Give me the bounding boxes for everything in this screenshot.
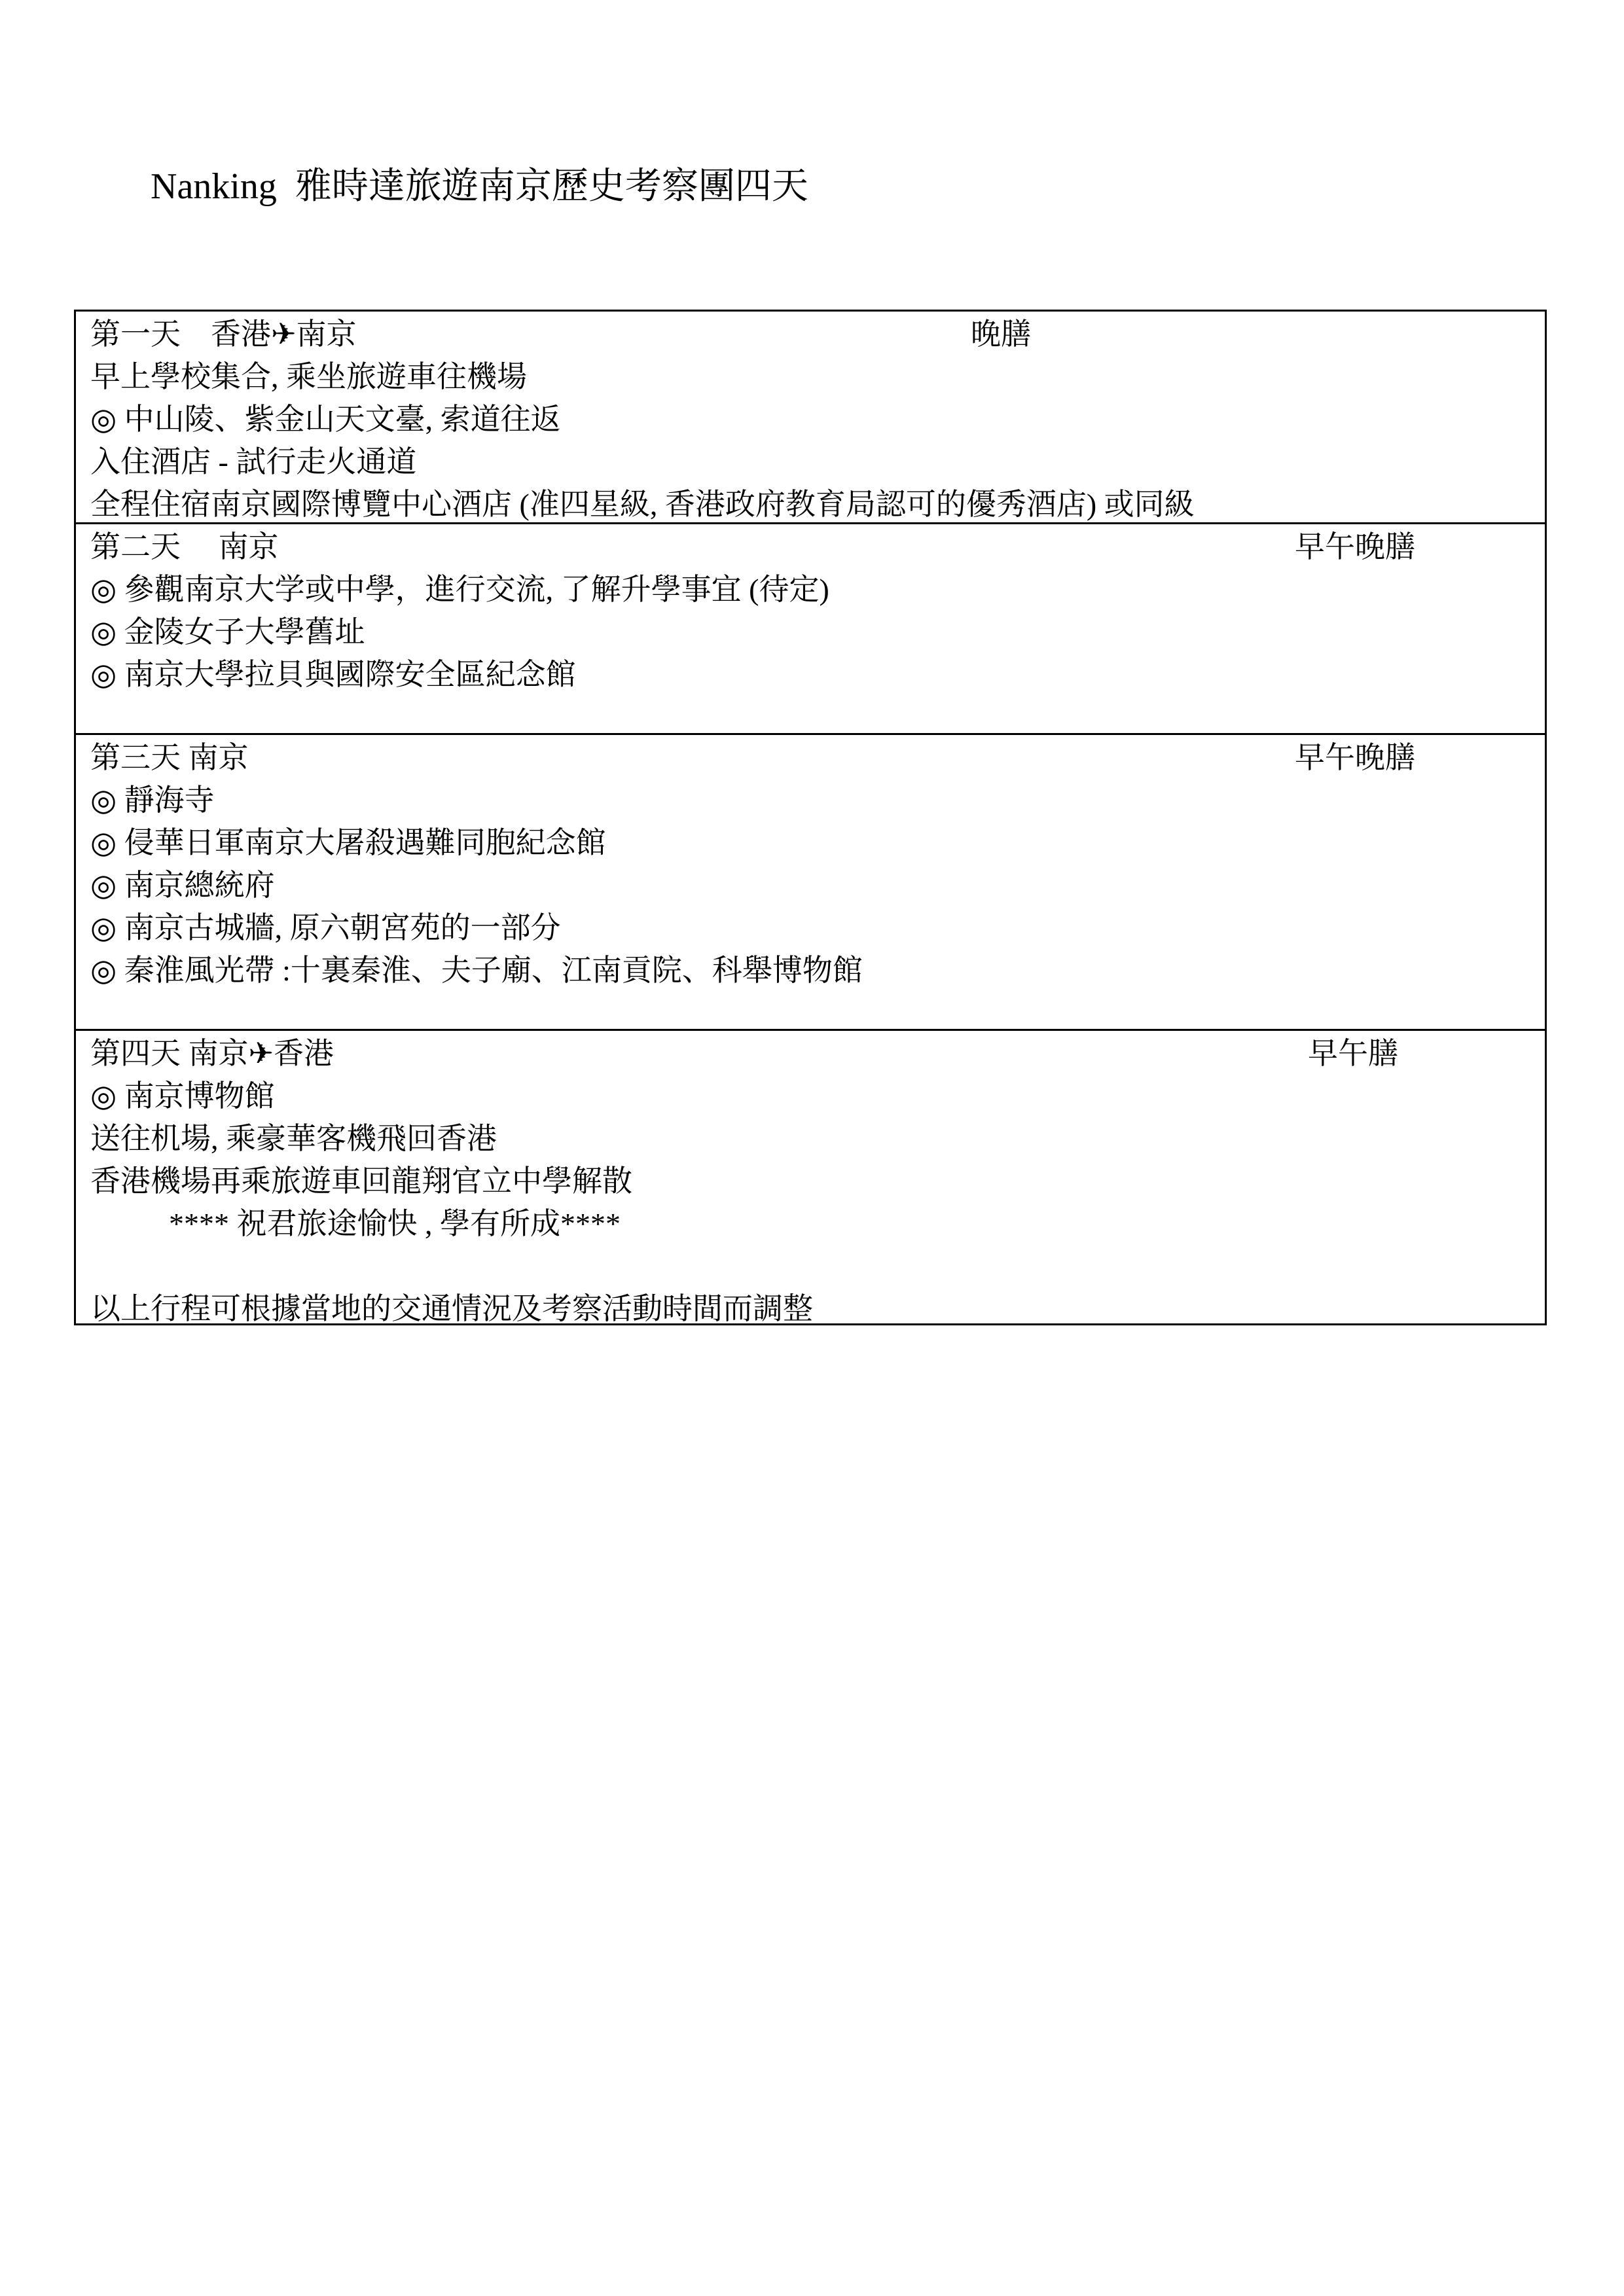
closing-wish: **** 祝君旅途愉快 , 學有所成****: [169, 1207, 621, 1240]
day-3-section: [76, 733, 1545, 1029]
day-3-item: ◎ 秦淮風光帶 :十裏秦淮、夫子廟、江南貢院、科舉博物館: [90, 954, 863, 987]
day-2-item: ◎ 金陵女子大學舊址: [90, 615, 365, 649]
day-3-item: ◎ 靜海寺: [90, 783, 215, 817]
day-2-title: 第二天 南京: [90, 530, 279, 564]
day-2-section: [76, 522, 1545, 733]
day-4-header: [90, 1032, 1545, 1075]
day-3-item: ◎ 南京總統府: [90, 869, 275, 902]
day-3-header: [90, 736, 1545, 779]
day-3-title: 第三天 南京: [90, 741, 249, 774]
day-1-title: 第一天 香港✈南京: [90, 317, 357, 351]
day-2-meals: 早午晚膳: [1295, 530, 1415, 564]
title-chinese: 雅時達旅遊南京歷史考察團四天: [295, 166, 808, 207]
day-4-item: ◎ 南京博物館: [90, 1079, 275, 1113]
day-3-item: ◎ 南京古城牆, 原六朝宮苑的一部分: [90, 911, 561, 944]
itinerary-table: [74, 310, 1547, 1325]
day-1-item: 早上學校集合, 乘坐旅遊車往機場: [90, 360, 527, 393]
day-1-item: 全程住宿南京國際博覽中心酒店 (准四星級, 香港政府教育局認可的優秀酒店) 或同級: [90, 488, 1195, 521]
day-1-section: [76, 312, 1545, 522]
day-3-item: ◎ 侵華日軍南京大屠殺遇難同胞紀念館: [90, 826, 606, 859]
day-2-header: [90, 526, 1545, 568]
document-title: [151, 160, 808, 213]
blank-line: [90, 1245, 1545, 1287]
title-latin: Nanking: [151, 166, 277, 207]
itinerary-disclaimer: 以上行程可根據當地的交通情況及考察活動時間而調整: [90, 1292, 813, 1325]
day-1-meals: 晚膳: [971, 317, 1031, 351]
day-1-header: [90, 313, 1545, 355]
day-2-item: ◎ 參觀南京大学或中學，進行交流, 了解升學事宜 (待定): [90, 573, 829, 606]
day-4-item: 送往机場, 乘豪華客機飛回香港: [90, 1122, 497, 1155]
day-1-item: ◎ 中山陵、紫金山天文臺, 索道往返: [90, 403, 561, 436]
day-4-section: [76, 1029, 1545, 1323]
day-4-title: 第四天 南京✈香港: [90, 1037, 334, 1070]
day-1-item: 入住酒店 - 試行走火通道: [90, 445, 417, 478]
day-4-meals: 早午膳: [1308, 1037, 1398, 1070]
day-4-item: 香港機場再乘旅遊車回龍翔官立中學解散: [90, 1164, 632, 1198]
day-3-meals: 早午晚膳: [1295, 741, 1415, 774]
day-2-item: ◎ 南京大學拉貝與國際安全區紀念館: [90, 658, 576, 691]
